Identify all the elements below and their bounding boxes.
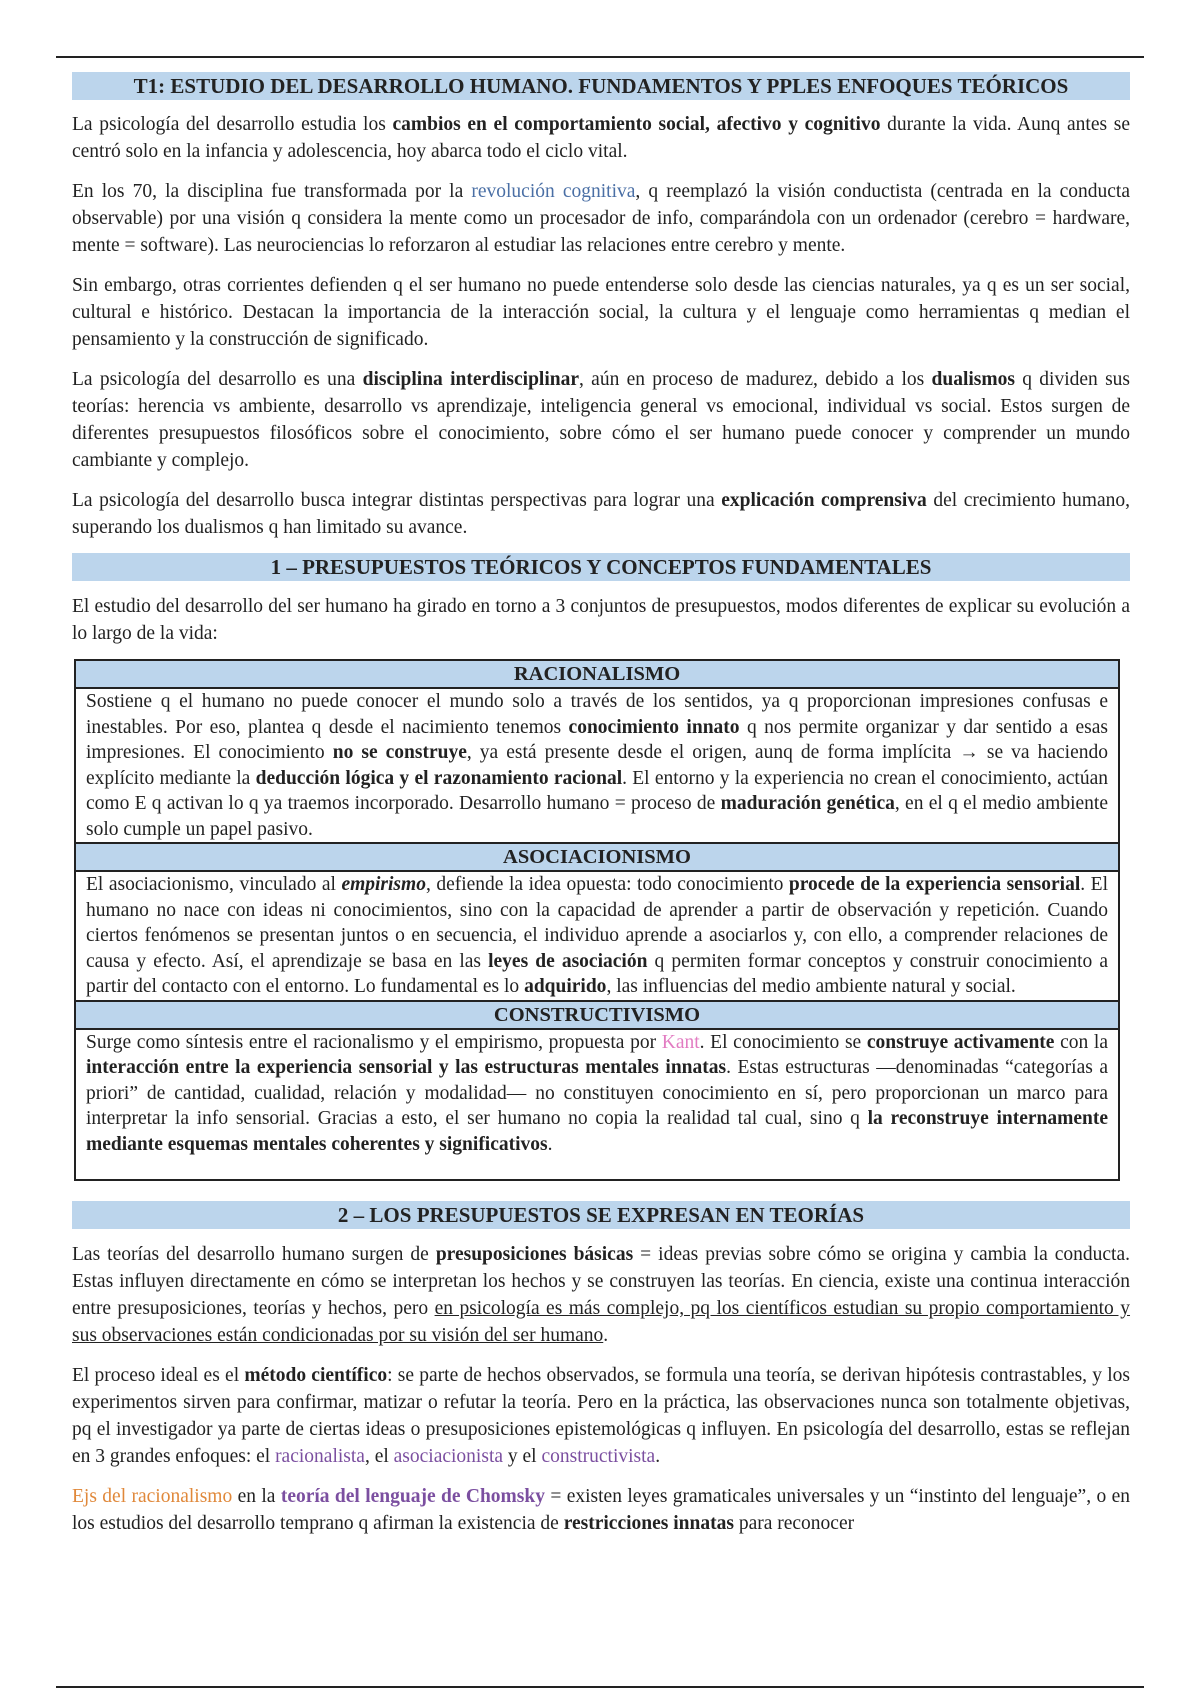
bold-text: presuposiciones básicas — [435, 1244, 634, 1265]
document-body — [72, 72, 1130, 1550]
text: La psicología del desarrollo estudia los — [72, 114, 393, 135]
bold-text: interacción entre la experiencia sensorial y las estructuras mentales innatas — [86, 1057, 727, 1078]
text: . — [603, 1325, 609, 1346]
section2-paragraph-3 — [72, 1483, 1130, 1537]
document-title: T1: ESTUDIO DEL DESARROLLO HUMANO. FUNDAMENTOS Y PPLES ENFOQUES TEÓRICOS — [72, 72, 1130, 100]
text: = existen leyes gramaticales universales y un “instinto del lenguaje”, o en los estudios del desarrollo temprano q afirman la existencia de — [72, 1486, 1130, 1534]
text: durante la vida. Aunq antes se centró solo en la infancia y adolescencia, hoy abarca todo el ciclo vital. — [72, 114, 1130, 162]
asociacionismo-body — [75, 871, 1119, 1001]
highlight-term: Kant — [661, 1031, 700, 1053]
text: , ya está presente desde el origen, aunq de forma implícita — [466, 742, 960, 763]
text: . El humano no nace con ideas ni conocimientos, sino con la capacidad de aprender a partir de observación y repetición. Cuando ciertos fenómenos se presentan juntos o en secuencia, el individuo aprende a asociarlos y, con ello, a comprender relaciones de causa y efecto. Así, el aprendizaje se basa en las — [86, 874, 1108, 972]
theories-table — [74, 659, 1120, 1181]
text: La psicología del desarrollo es una — [72, 369, 363, 390]
text: del crecimiento humano, superando los dualismos q han limitado su avance. — [72, 490, 1130, 538]
bold-text: deducción lógica y el razonamiento racional — [255, 767, 623, 789]
text: con la — [1054, 1031, 1109, 1053]
intro-paragraph-5 — [72, 487, 1130, 541]
section-heading-2: 2 – LOS PRESUPUESTOS SE EXPRESAN EN TEORÍAS — [72, 1201, 1130, 1229]
racionalismo-body — [75, 688, 1119, 843]
bold-text: método científico — [244, 1365, 388, 1386]
text: , en el q el medio ambiente solo cumple un papel pasivo. — [86, 793, 1108, 840]
text: : se parte de hechos observados, se formula una teoría, se derivan hipótesis contrastables, y los experimentos sirven para confirmar, matizar o refutar la teoría. Pero en la práctica, las observaciones nunca son totalmente objetivas, pq el investigador ya parte de ciertas ideas o presuposiciones epistemológicas q influyen. En psicología del desarrollo, estas se reflejan en 3 grandes enfoques: el — [72, 1365, 1130, 1467]
text: . — [547, 1133, 553, 1155]
text: , q reemplazó la visión conductista (centrada en la conducta observable) por una visión q considera la mente como un procesador de info, comparándola con un ordenador (cerebro = hardware, mente = software). Las neurociencias lo reforzaron al estudiar las relaciones entre cerebro y mente. — [72, 181, 1130, 256]
bold-text: cambios en el comportamiento social, afectivo y cognitivo — [392, 114, 881, 135]
text: . Estas estructuras —denominadas “categorías a priori” de cantidad, cualidad, relación y modalidad— no constituyen conocimiento en sí, pero proporcionan un marco para interpretar la info sensorial. Gracias a esto, el ser humano no copia la realidad tal cual, sino q — [86, 1057, 1108, 1129]
underlined-text: en psicología es más complejo, pq los científicos estudian su propio comportamiento y sus observaciones están condicionadas por su visión del ser humano — [72, 1298, 1131, 1346]
text: q nos permite organizar y dar sentido a esas impresiones. El conocimiento — [86, 716, 1108, 763]
constructivismo-body — [75, 1029, 1119, 1181]
intro-paragraph-2 — [72, 178, 1130, 259]
section1-intro: El estudio del desarrollo del ser humano ha girado en torno a 3 conjuntos de presupuestos, modos diferentes de explicar su evolución a lo largo de la vida: — [72, 596, 1130, 644]
text: . — [655, 1446, 661, 1467]
text: q permiten formar conceptos y construir conocimiento a partir del contacto con el entorno. Lo fundamental es lo — [86, 950, 1108, 997]
section2-paragraph-1 — [72, 1241, 1130, 1349]
text: , defiende la idea opuesta: todo conocimiento — [425, 874, 789, 895]
text: se va haciendo explícito mediante la — [86, 742, 1108, 789]
section-heading-1: 1 – PRESUPUESTOS TEÓRICOS Y CONCEPTOS FUNDAMENTALES — [72, 553, 1130, 581]
bold-text: disciplina interdisciplinar — [362, 369, 580, 390]
highlight-term: constructivista — [541, 1446, 656, 1467]
constructivismo-heading: CONSTRUCTIVISMO — [75, 1001, 1119, 1029]
arrow-right-icon: → — [959, 742, 979, 763]
bold-text: la reconstruye internamente mediante esquemas mentales coherentes y significativos — [86, 1108, 1108, 1155]
bold-text: dualismos — [931, 369, 1015, 390]
text: q dividen sus teorías: herencia vs ambiente, desarrollo vs aprendizaje, inteligencia general vs emocional, individual vs social. Estos surgen de diferentes presupuestos filosóficos sobre el conocimiento, sobre cómo el ser humano puede conocer y comprender un mundo cambiante y complejo. — [72, 369, 1130, 471]
text: para reconocer — [733, 1513, 855, 1534]
racionalismo-heading: RACIONALISMO — [75, 660, 1119, 688]
bold-text: leyes de asociación — [488, 950, 648, 972]
bold-text: explicación comprensiva — [721, 490, 927, 511]
highlight-term: asociacionista — [393, 1446, 504, 1467]
intro-paragraph-1 — [72, 111, 1130, 165]
text: en la — [232, 1486, 281, 1507]
text: . El conocimiento se — [699, 1031, 867, 1053]
bold-text: adquirido — [524, 976, 607, 997]
bold-italic-text: empirismo — [341, 874, 426, 895]
text: Las teorías del desarrollo humano surgen de — [72, 1244, 436, 1265]
text: , aún en proceso de madurez, debido a los — [579, 369, 932, 390]
bold-text: no se construye — [332, 742, 467, 763]
bold-text: construye activamente — [866, 1031, 1055, 1053]
text: La psicología del desarrollo busca integrar distintas perspectivas para lograr una — [72, 490, 722, 511]
intro-paragraph-4 — [72, 366, 1130, 474]
section2-paragraph-2 — [72, 1362, 1130, 1470]
text: y el — [503, 1446, 542, 1467]
text: = ideas previas sobre cómo se origina y cambia la conducta. Estas influyen directamente en cómo se interpretan los hechos y se construyen las teorías. En ciencia, existe una continua interacción entre presuposiciones, teorías y hechos, pero — [72, 1244, 1130, 1319]
bold-text: procede de la experiencia sensorial — [788, 874, 1081, 895]
text: El proceso ideal es el — [72, 1365, 245, 1386]
text: . El entorno y la experiencia no crean el conocimiento, actúan como E q activan lo q ya traemos incorporado. Desarrollo humano = proceso de — [86, 767, 1108, 814]
text: Sostiene q el humano no puede conocer el mundo solo a través de los sentidos, ya q proporcionan impresiones confusas e inestables. Por eso, plantea q desde el nacimiento tenemos — [86, 691, 1108, 738]
text: , las influencias del medio ambiente natural y social. — [606, 976, 1016, 997]
bold-highlight-term: teoría del lenguaje de Chomsky — [280, 1486, 545, 1507]
top-rule — [56, 56, 1144, 58]
bold-text: conocimiento innato — [568, 716, 740, 738]
text: , el — [364, 1446, 394, 1467]
highlight-term: racionalista — [275, 1446, 365, 1467]
text: El asociacionismo, vinculado al — [86, 874, 342, 895]
bold-text: restricciones innatas — [563, 1513, 734, 1534]
text: Surge como síntesis entre el racionalismo y el empirismo, propuesta por — [86, 1031, 662, 1053]
text: En los 70, la disciplina fue transformada por la — [72, 181, 472, 202]
intro-paragraph-3: Sin embargo, otras corrientes defienden q el ser humano no puede entenderse solo desde las ciencias naturales, ya q es un ser social, cultural e histórico. Destacan la importancia de la interacción social, la cultura y el lenguaje como herramientas q median el pensamiento y la construcción de significado. — [72, 275, 1130, 350]
asociacionismo-heading: ASOCIACIONISMO — [75, 843, 1119, 871]
highlight-term: Ejs del racionalismo — [72, 1486, 233, 1507]
highlight-term: revolución cognitiva — [471, 181, 636, 202]
bold-text: maduración genética — [720, 793, 895, 814]
bottom-rule — [56, 1686, 1144, 1688]
